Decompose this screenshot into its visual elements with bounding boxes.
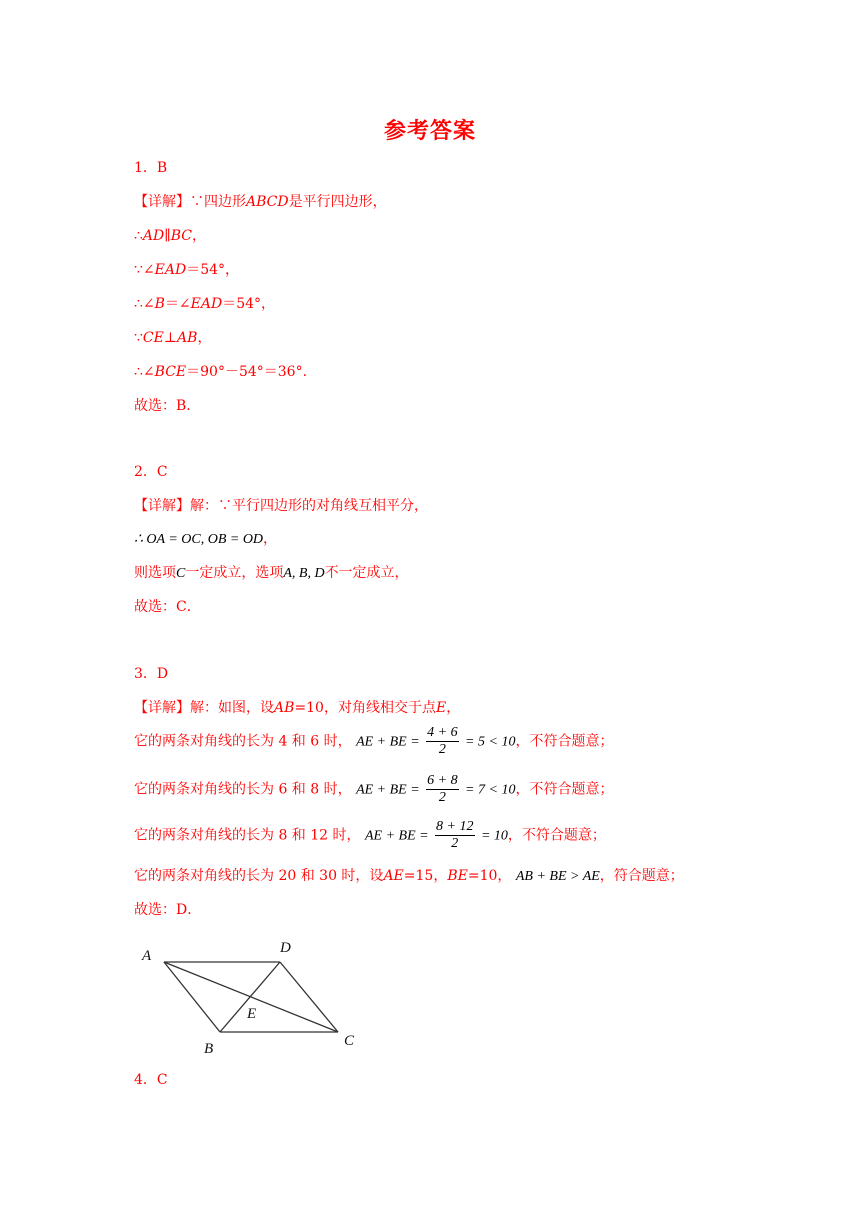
- text: 解：如图，设: [190, 700, 274, 716]
- text: ∴: [134, 228, 143, 244]
- math-var: E: [435, 700, 447, 716]
- edge-ba: [164, 962, 220, 1032]
- math-expression: = 5 < 10: [465, 734, 516, 750]
- text: 一定成立，选项: [185, 565, 284, 581]
- text: ∴∠: [134, 296, 155, 312]
- text: 它的两条对角线的长为 8 和 12 时，: [134, 827, 361, 844]
- edge-dc: [280, 962, 338, 1032]
- q3-row-3: [134, 819, 606, 852]
- text: ∵∠: [134, 262, 155, 278]
- text: ，: [263, 531, 278, 547]
- detail-tag: 【详解】: [134, 194, 190, 210]
- page-title: 参考答案: [383, 118, 476, 144]
- math-var: A, B, D: [283, 566, 325, 581]
- text: ＝54°，: [222, 296, 276, 312]
- q1-line-6: [134, 362, 307, 382]
- text: ，不符合题意；: [515, 781, 614, 798]
- text: ∵: [134, 330, 143, 346]
- math-var: ABCD: [246, 194, 289, 210]
- math-expression: ∴ OA = OC, OB = OD: [134, 532, 264, 547]
- math-var: BC: [170, 228, 192, 244]
- text: ∵四边形: [190, 194, 246, 210]
- text: ，不符合题意；: [515, 733, 614, 750]
- fraction-numerator: 8 + 12: [436, 819, 474, 834]
- math-expression: AB + BE > AE: [515, 869, 600, 884]
- text: ＝54°，: [186, 262, 240, 278]
- text: ∴∠: [134, 364, 155, 380]
- q3-row-1: [134, 725, 613, 758]
- text: =10，对角线相交于点: [294, 700, 436, 716]
- fraction: [435, 819, 474, 852]
- q1-line-4: [134, 294, 275, 314]
- text: 解：∵平行四边形的对角线互相平分，: [190, 498, 428, 514]
- fraction-denominator: 2: [451, 836, 459, 851]
- q2-line-1: [134, 496, 428, 516]
- q2-line-2: [134, 529, 277, 550]
- math-expression: = 10: [480, 828, 508, 844]
- text: 则选项: [134, 565, 176, 581]
- q3-line-1: [134, 698, 460, 718]
- q1-line-1: [134, 192, 387, 212]
- math-var: AB: [177, 330, 198, 346]
- math-expression: AE + BE =: [356, 734, 420, 750]
- math-var: EAD: [154, 262, 187, 278]
- fraction-denominator: 2: [438, 790, 446, 805]
- fraction-denominator: 2: [438, 742, 446, 757]
- q3-row-4: [134, 866, 684, 887]
- fraction: [426, 725, 458, 758]
- q1-answer: 故选：B．: [134, 398, 201, 414]
- text: ＝∠: [164, 296, 191, 312]
- math-var: AB: [274, 700, 295, 716]
- q1-header: 1．B: [134, 160, 168, 176]
- text: ，: [446, 700, 461, 716]
- text: =15，: [403, 868, 448, 884]
- vertex-label-d: D: [280, 940, 291, 956]
- detail-tag: 【详解】: [134, 498, 190, 514]
- vertex-label-b: B: [204, 1041, 214, 1057]
- detail-tag: 【详解】: [134, 700, 190, 716]
- text: =10，: [467, 868, 512, 884]
- text: ＝90°－54°＝36°.: [186, 364, 308, 380]
- intersection-label-e: E: [247, 1006, 257, 1022]
- vertex-label-c: C: [344, 1033, 355, 1049]
- q2-answer: 故选：C．: [134, 599, 201, 615]
- math-var: AD: [142, 228, 165, 244]
- text: 它的两条对角线的长为 6 和 8 时，: [134, 781, 352, 798]
- text: ，: [197, 330, 212, 346]
- text: ，符合题意；: [599, 868, 684, 884]
- vertex-label-a: A: [142, 948, 152, 964]
- math-expression: AE + BE =: [356, 782, 420, 798]
- fraction-numerator: 4 + 6: [427, 725, 458, 740]
- math-expression: AE + BE =: [364, 828, 429, 844]
- math-var: C: [176, 566, 186, 581]
- q2-line-3: [134, 563, 409, 584]
- q1-line-2: [134, 226, 206, 246]
- math-var: BE: [447, 868, 468, 884]
- q3-header: 3．D: [134, 666, 169, 682]
- text: ，不符合题意；: [507, 827, 606, 844]
- text: ⊥: [163, 330, 178, 346]
- parallelogram-figure: [130, 932, 370, 1060]
- math-var: B: [154, 296, 165, 312]
- math-var: EAD: [190, 296, 223, 312]
- fraction: [426, 773, 458, 806]
- math-expression: = 7 < 10: [465, 782, 516, 798]
- math-var: BCE: [154, 364, 187, 380]
- text: 不一定成立，: [324, 565, 409, 581]
- text: 是平行四边形，: [288, 194, 387, 210]
- q1-line-3: [134, 260, 239, 280]
- text: 它的两条对角线的长为 4 和 6 时，: [134, 733, 352, 750]
- q4-header: 4．C: [134, 1072, 168, 1088]
- text: ∥: [164, 228, 171, 244]
- math-var: AE: [383, 868, 404, 884]
- text: 它的两条对角线的长为 20 和 30 时，设: [134, 868, 384, 884]
- q1-line-5: [134, 328, 211, 348]
- fraction-numerator: 6 + 8: [427, 773, 458, 788]
- q3-row-2: [134, 773, 613, 806]
- text: ，: [192, 228, 206, 244]
- math-var: CE: [142, 330, 164, 346]
- q2-header: 2．C: [134, 464, 168, 480]
- q3-answer: 故选：D．: [134, 902, 202, 918]
